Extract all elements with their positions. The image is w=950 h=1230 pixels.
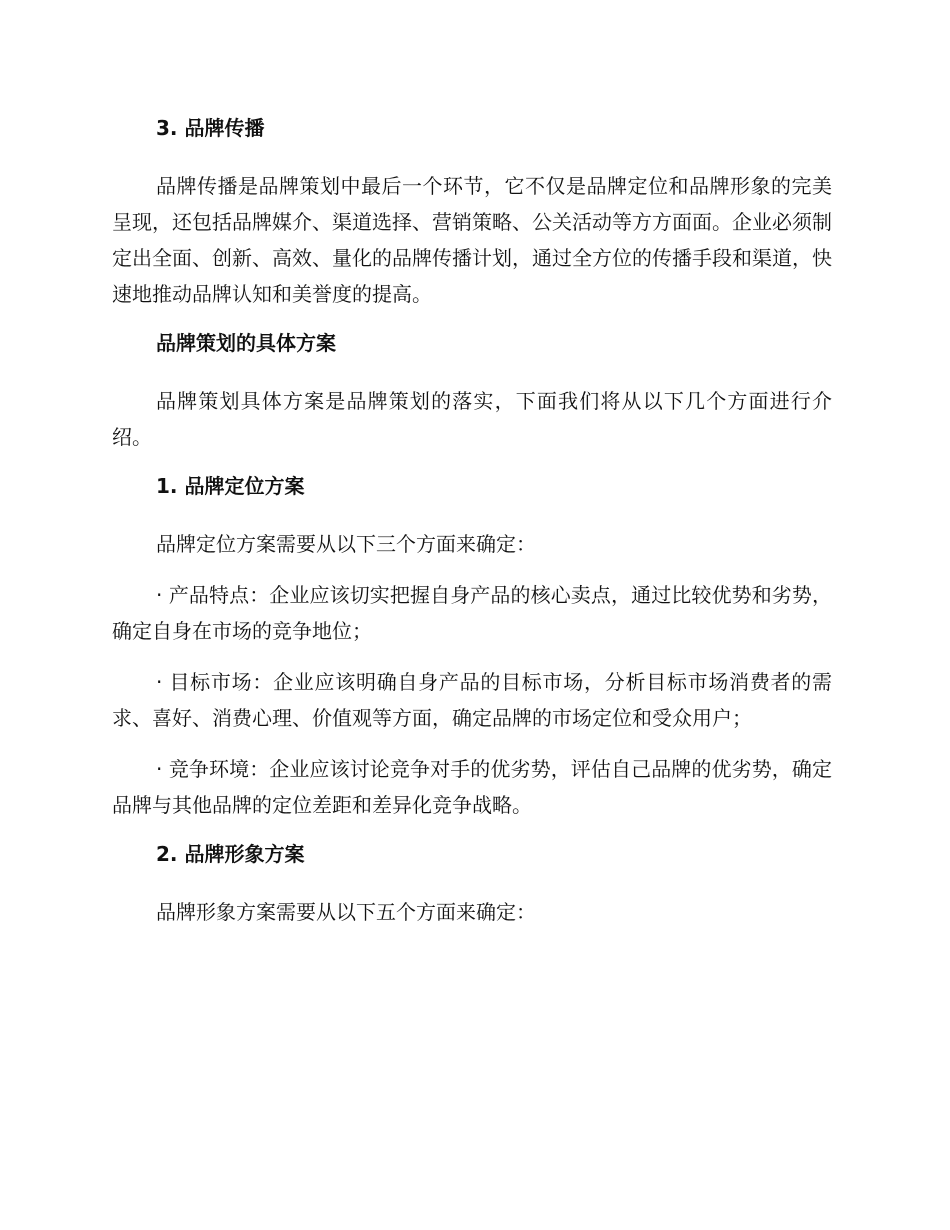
section-heading-image-plan: 2. 品牌形象方案 bbox=[156, 842, 305, 866]
paragraph-image-intro: 品牌形象方案需要从以下五个方面来确定： bbox=[156, 900, 536, 924]
paragraph-specific-plan: 品牌策划具体方案是品牌策划的落实，下面我们将从以下几个方面进行介绍。 bbox=[112, 389, 832, 449]
bullet-product-features: · 产品特点：企业应该切实把握自身产品的核心卖点，通过比较优势和劣势，确定自身在市场的竞争地位； bbox=[112, 583, 832, 643]
bullet-competitive-environment: · 竞争环境：企业应该讨论竞争对手的优劣势，评估自己品牌的优劣势，确定品牌与其他品牌的定位差距和差异化竞争战略。 bbox=[112, 757, 832, 817]
section-heading-specific-plan: 品牌策划的具体方案 bbox=[156, 331, 336, 355]
bullet-target-market: · 目标市场：企业应该明确自身产品的目标市场，分析目标市场消费者的需求、喜好、消费心理、价值观等方面，确定品牌的市场定位和受众用户； bbox=[112, 670, 832, 730]
section-heading-positioning-plan: 1. 品牌定位方案 bbox=[156, 474, 305, 498]
paragraph-brand-communication: 品牌传播是品牌策划中最后一个环节，它不仅是品牌定位和品牌形象的完美呈现，还包括品牌媒介、渠道选择、营销策略、公关活动等方方面面。企业必须制定出全面、创新、高效、量化的品牌传播计划，通过全方位的传播手段和渠道，快速地推动品牌认知和美誉度的提高。 bbox=[112, 174, 832, 306]
section-heading-brand-communication: 3. 品牌传播 bbox=[156, 116, 265, 140]
paragraph-positioning-intro: 品牌定位方案需要从以下三个方面来确定： bbox=[156, 532, 536, 556]
